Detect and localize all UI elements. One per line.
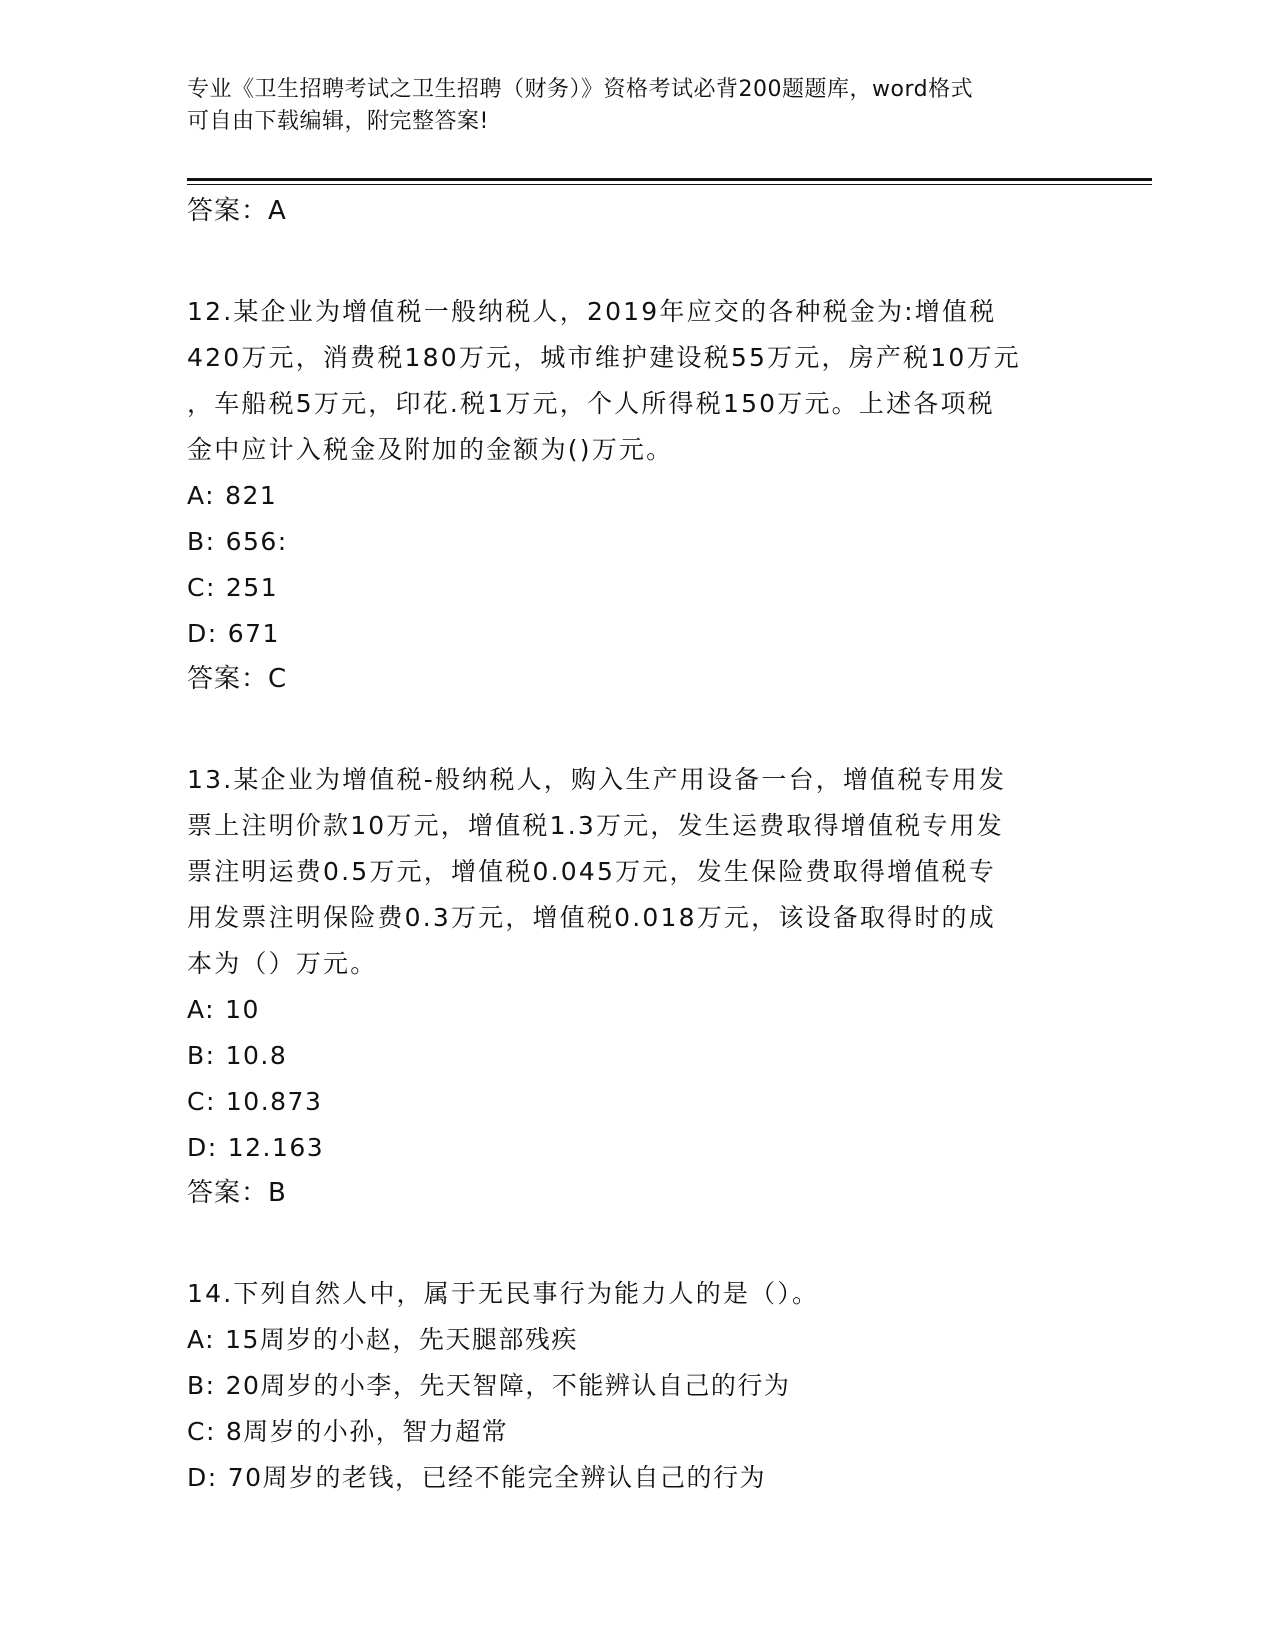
option-text: 12.163 [227, 1133, 325, 1162]
option-c [187, 565, 1087, 611]
option-text: 251 [225, 573, 279, 602]
question-text-line: 本为（）万元。 [187, 949, 378, 978]
option-a [187, 987, 1087, 1033]
previous-answer: 答案：A [187, 196, 287, 226]
option-b [187, 1363, 1087, 1409]
spacer [187, 233, 1087, 289]
question-text-line: 420万元，消费税180万元，城市维护建设税55万元，房产税10万元 [187, 343, 1021, 372]
option-key: B: [187, 1041, 216, 1070]
header-rule-thin [187, 184, 1152, 185]
option-text: 10.8 [225, 1041, 288, 1070]
question-text-line: 13.某企业为增值税-般纳税人，购入生产用设备一台，增值税专用发 [187, 765, 1007, 794]
document-content [187, 189, 1087, 1501]
spacer [187, 701, 1087, 757]
option-a [187, 473, 1087, 519]
option-key: A: [187, 1325, 216, 1354]
question-text-line: 12.某企业为增值税一般纳税人，2019年应交的各种税金为:增值税 [187, 297, 997, 326]
option-d [187, 1125, 1087, 1171]
option-key: B: [187, 1371, 216, 1400]
header-rule-thick [187, 178, 1152, 181]
option-key: C: [187, 1417, 216, 1446]
question-text-line: 票上注明价款10万元，增值税1.3万元，发生运费取得增值税专用发 [187, 811, 1004, 840]
option-key: C: [187, 1087, 216, 1116]
option-a [187, 1317, 1087, 1363]
option-text: 671 [227, 619, 280, 648]
header-line-1: 专业《卫生招聘考试之卫生招聘（财务）》资格考试必背200题题库，word格式 [187, 77, 974, 102]
option-key: D: [187, 619, 218, 648]
option-d [187, 611, 1087, 657]
option-text: 70周岁的老钱，已经不能完全辨认自己的行为 [227, 1463, 767, 1492]
option-text: 10 [225, 995, 260, 1024]
option-text: 15周岁的小赵，先天腿部残疾 [225, 1325, 578, 1354]
option-text: 10.873 [225, 1087, 323, 1116]
question-text-line: 票注明运费0.5万元，增值税0.045万元，发生保险费取得增值税专 [187, 857, 996, 886]
answer-line: 答案：C [187, 664, 288, 694]
option-text: 821 [225, 481, 278, 510]
question-text-line: 用发票注明保险费0.3万元，增值税0.018万元，该设备取得时的成 [187, 903, 996, 932]
option-d [187, 1455, 1087, 1501]
question-block-13 [187, 757, 1087, 1215]
question-text-line: 金中应计入税金及附加的金额为()万元。 [187, 435, 674, 464]
question-block-14 [187, 1271, 1087, 1501]
option-c [187, 1409, 1087, 1455]
spacer [187, 1215, 1087, 1271]
option-key: C: [187, 573, 216, 602]
option-key: A: [187, 481, 216, 510]
option-b [187, 519, 1087, 565]
option-key: B: [187, 527, 216, 556]
document-header [187, 74, 1067, 138]
question-text-line: 14.下列自然人中，属于无民事行为能力人的是（）。 [187, 1279, 820, 1308]
option-b [187, 1033, 1087, 1079]
option-key: D: [187, 1463, 218, 1492]
option-text: 20周岁的小李，先天智障，不能辨认自己的行为 [225, 1371, 791, 1400]
option-key: D: [187, 1133, 218, 1162]
question-block-12 [187, 289, 1087, 701]
option-c [187, 1079, 1087, 1125]
option-key: A: [187, 995, 216, 1024]
question-text-line: ，车船税5万元，印花.税1万元，个人所得税150万元。上述各项税 [187, 389, 995, 418]
option-text: 656: [225, 527, 288, 556]
answer-line: 答案：B [187, 1178, 287, 1208]
header-line-2: 可自由下载编辑，附完整答案! [187, 109, 489, 134]
option-text: 8周岁的小孙，智力超常 [225, 1417, 509, 1446]
